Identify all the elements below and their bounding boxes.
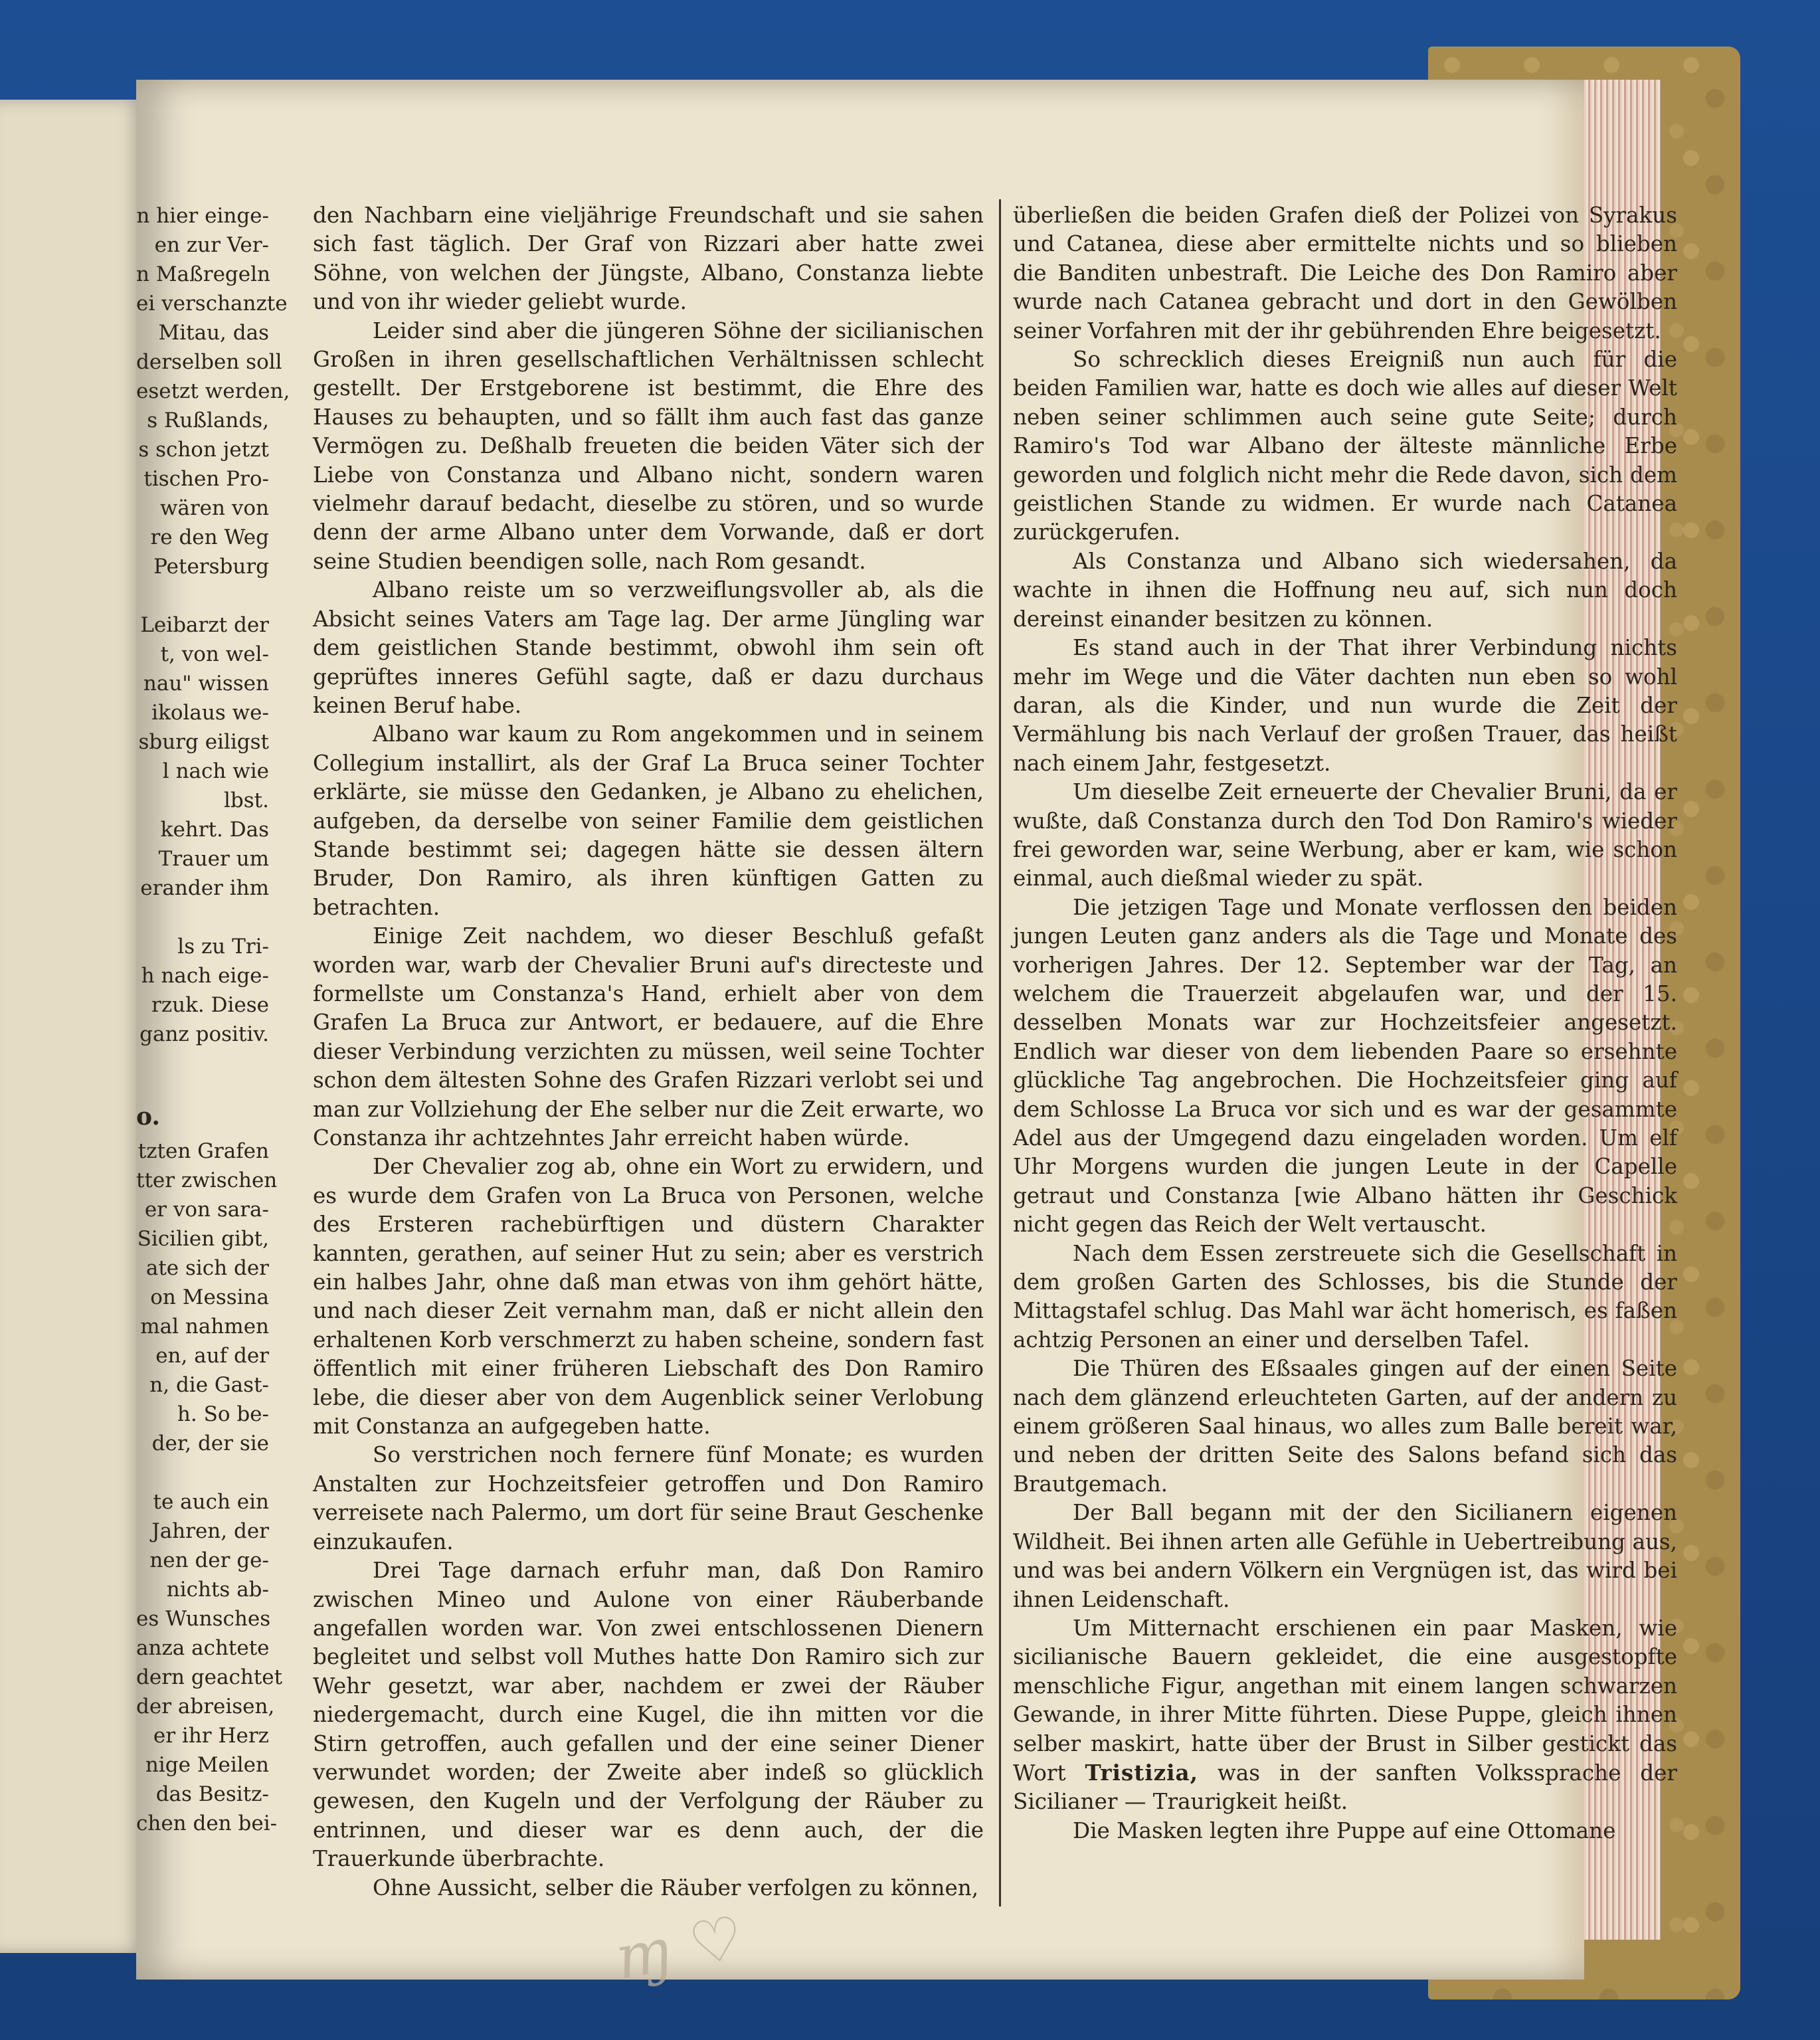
left-fragment-line: er von sara- [144, 1198, 269, 1222]
left-fragment-line: h nach eige- [141, 964, 269, 988]
left-fragment-line: h. So be- [177, 1402, 269, 1426]
left-fragment-line: nau" wissen [143, 672, 269, 695]
paragraph: Nach dem Essen zerstreuete sich die Gesellschaft in dem großen Garten des Schlosses, bis die Stunde der Mittagstafel schlug. Das Mahl war ächt homerisch, es faßen achtzig Personen an einer und derselben Tafel. [1013, 1240, 1677, 1352]
left-fragment-line: tter zwischen [136, 1168, 278, 1192]
left-fragment-line: kehrt. Das [160, 818, 269, 842]
left-page [0, 100, 146, 1953]
paragraph-masks [1013, 1614, 1677, 1817]
left-fragment-line: Petersburg [153, 555, 269, 579]
paragraph: So verstrichen noch fernere fünf Monate; es wurden Anstalten zur Hochzeitsfeier getroffen und Don Ramiro verreisete nach Palermo, um dort für seine Braut Geschenke einzukaufen. [313, 1442, 984, 1554]
left-fragment-line: te auch ein [153, 1490, 269, 1514]
paragraph: Um dieselbe Zeit erneuerte der Chevalier Bruni, da er wußte, daß Constanza durch den Tod Don Ramiro's wieder frei geworden war, seine Werbung, aber er kam, wie schon einmal, auch dießmal wieder zu spät. [1013, 779, 1677, 891]
tristizia-rest: was in der sanften Volkssprache der Sicilianer — Traurigkeit heißt. [1013, 1760, 1677, 1815]
left-fragment-line: ikolaus we- [151, 701, 269, 725]
left-fragment-line: s schon jetzt [138, 438, 269, 462]
paragraph: Die Thüren des Eßsaales gingen auf der einen Seite nach dem glänzend erleuchteten Garten, auf der andern zu einem größeren Saal hinaus, wo alles zum Balle bereit war, und neben der dritten Seite des Salons befand sich das Brautgemach. [1013, 1356, 1677, 1497]
paragraph: Der Ball begann mit der den Sicilianern eigenen Wildheit. Bei ihnen arten alle Gefühle in Uebertreibung aus, und was bei andern Völkern ein Vergnügen ist, das wird bei ihnen Leidenschaft. [1013, 1500, 1677, 1612]
paragraph: Drei Tage darnach erfuhr man, daß Don Ramiro zwischen Mineo und Aulone von einer Räuberbande angefallen worden war. Von zwei entschlossenen Dienern begleitet und selbst voll Muthes hatte Don Ramiro sich zur Wehr gesetzt, war aber, nachdem er zwei der Räuber niedergemacht, durch eine Kugel, die ihn mitten vor die Stirn getroffen, auch gefallen und der eine seiner Diener verwundet worden; der Zweite aber indeß so glücklich gewesen, den Kugeln und der Verfolgung der Räuber zu entrinnen, und dieser war es denn auch, der die Trauerkunde überbrachte. [313, 1558, 984, 1872]
left-fragment-line: sburg eiligst [138, 730, 269, 754]
left-fragment-line [136, 903, 269, 932]
left-fragment-line: t, von wel- [160, 642, 269, 666]
paragraph: So schrecklich dieses Ereigniß nun auch für die beiden Familien war, hatte es doch wie alles auf dieser Welt neben seiner schlimmen auch seine gute Seite; durch Ramiro's Tod war Albano der älteste männliche Erbe geworden und folglich nicht mehr die Rede davon, sich dem geistlichen Stande zu widmen. Er wurde nach Catanea zurückgerufen. [1013, 347, 1677, 545]
paragraph: Albano reiste um so verzweiflungsvoller ab, als die Absicht seines Vaters am Tage lag. Der arme Jüngling war dem geistlichen Stande bestimmt, obwohl ihm sein oft geprüftes inneres Gefühl sagte, daß er dazu durchaus keinen Beruf habe. [313, 577, 984, 718]
left-fragment-line: Sicilien gibt, [137, 1227, 269, 1251]
paragraph: Der Chevalier zog ab, ohne ein Wort zu erwidern, und es wurde dem Grafen von La Bruca von Personen, welche des Ersteren rachebürftigen und düstern Charakter kannten, gerathen, auf seiner Hut zu sein; aber es verstrich ein halbes Jahr, ohne daß man etwas von ihm gehört hätte, und nach dieser Zeit vernahm man, daß er nicht allein den erhaltenen Korb verschmerzt zu haben scheine, sondern fast öffentlich mit einer früheren Liebschaft des Don Ramiro lebe, die dieser aber von dem Augenblick seiner Verlobung mit Constanza an aufgegeben hatte. [313, 1154, 984, 1439]
left-fragment-line: anza achtete [136, 1636, 270, 1660]
left-fragment-line: n Maßregeln [136, 262, 270, 286]
paragraph: überließen die beiden Grafen dieß der Polizei von Syrakus und Catanea, diese aber ermittelte nichts und so blieben die Banditen unbestraft. Die Leiche des Don Ramiro aber wurde nach Catanea gebracht und dort in den Gewölben seiner Vorfahren mit der ihr gebührenden Ehre beigesetzt. [1013, 203, 1677, 343]
masks-text: Um Mitternacht erschienen ein paar Masken, wie sicilianische Bauern gekleidet, die eine ausgestopfte menschliche Figur, angethan mit einem langen schwarzen Gewande, in ihrer Mitte führten. Diese Puppe, gleich ihnen selber maskirt, hatte über der Brust in Silber gestickt das Wort [1013, 1615, 1677, 1786]
left-fragment-line: nichts ab- [166, 1578, 269, 1602]
left-fragment-line: das Besitz- [155, 1782, 269, 1806]
tristizia-word: Tristizia, [1085, 1759, 1198, 1786]
left-fragment-line: ate sich der [145, 1256, 269, 1280]
left-fragment-line: es Wunsches [136, 1607, 271, 1631]
left-fragment-line: lbst. [224, 788, 269, 812]
left-fragment-line: dern geachtet [136, 1665, 283, 1689]
paragraph: Leider sind aber die jüngeren Söhne der sicilianischen Großen in ihren gesellschaftlichen Verhältnissen schlecht gestellt. Der Erstgeborene ist bestimmt, die Ehre des Hauses zu behaupten, und so fällt ihm auch fast das ganze Vermögen zu. Deßhalb freueten die beiden Väter sich der Liebe von Constanza und Albano nicht, sondern waren vielmehr darauf bedacht, dieselbe zu stören, und so wurde denn der arme Albano unter dem Vorwande, daß er dort seine Studien beendigen solle, nach Rom gesandt. [313, 318, 984, 574]
left-fragment-line: en zur Ver- [154, 233, 269, 257]
right-page [136, 80, 1677, 1994]
paragraph: den Nachbarn eine vieljährige Freundschaft und sie sahen sich fast täglich. Der Graf von Rizzari aber hatte zwei Söhne, von welchen der Jüngste, Albano, Constanza liebte und von ihr wieder geliebt wurde. [313, 203, 984, 315]
left-fragment-line [136, 1458, 269, 1487]
paragraph: Die Masken legten ihre Puppe auf eine Ottomane [1073, 1817, 1616, 1843]
left-fragment-line: s Rußlands, [147, 409, 269, 432]
left-fragment-line: er ihr Herz [153, 1724, 269, 1748]
left-fragment-line: tischen Pro- [143, 467, 269, 491]
left-fragment-line: Trauer um [158, 847, 269, 871]
paragraph: Als Constanza und Albano sich wiedersahen, da wachte in ihnen die Hoffnung neu auf, sich nun doch dereinst einander besitzen zu können. [1013, 548, 1677, 632]
left-fragment-line: ls zu Tri- [177, 935, 269, 959]
left-fragment-line: n, die Gast- [149, 1373, 269, 1397]
paragraph: Einige Zeit nachdem, wo dieser Beschluß gefaßt worden war, warb der Chevalier Bruni auf's directeste und formellste um Constanza's Hand, erhielt aber von dem Grafen La Bruca zur Antwort, er bedauere, auf die Ehre dieser Verbindung verzichten zu müssen, weil seine Tochter schon dem ältesten Sohne des Grafen Rizzari verlobt sei und man zur Vollziehung der Ehe selber nur die Zeit erwarte, wo Constanza ihr achtzehntes Jahr erreicht haben würde. [313, 923, 984, 1151]
left-fragment-line: erander ihm [140, 876, 269, 900]
right-column [1013, 201, 1677, 1845]
left-fragment-line: l nach wie [162, 759, 269, 783]
left-fragment-line: n hier einge- [136, 204, 269, 228]
left-fragment-line: derselben soll [136, 350, 282, 374]
left-fragment-line: re den Weg [150, 525, 269, 549]
left-fragment-line [136, 581, 269, 610]
middle-column [313, 201, 984, 1902]
left-fragment-line: wären von [159, 496, 269, 520]
left-column-fragment [136, 201, 290, 1838]
left-fragment-line: tzten Grafen [137, 1139, 269, 1163]
left-fragment-line: en, auf der [155, 1344, 269, 1368]
left-fragment-line: der abreisen, [136, 1695, 275, 1718]
paragraph: Ohne Aussicht, selber die Räuber verfolgen zu können, [373, 1875, 979, 1901]
paragraph: Es stand auch in der That ihrer Verbindung nichts mehr im Wege und die Väter dachten nun eben so wohl daran, als die Kinder, und nun wurde die Zeit der Vermählung bis nach Verlauf der großen Trauer, das heißt nach einem Jahr, festgesetzt. [1013, 635, 1677, 776]
paragraph: Die jetzigen Tage und Monate verflossen den beiden jungen Leuten ganz anders als die Tage und Monate des vorherigen Jahres. Der 12. September war der Tag, an welchem die Trauerzeit abgelaufen war, und der 15. desselben Monats war zur Hochzeitsfeier angesetzt. Endlich war dieser von dem liebenden Paare so ersehnte glückliche Tag angebrochen. Die Hochzeitsfeier ging auf dem Schlosse La Bruca vor sich und es war der gesammte Adel aus der Umgegend dazu eingeladen worden. Um elf Uhr Morgens wurden die jungen Leute in der Capelle getraut und Constanza [wie Albano hätten ihr Geschick nicht gegen das Reich der Welt vertauscht. [1013, 894, 1677, 1238]
left-fragment-line: rzuk. Diese [151, 993, 269, 1017]
left-page-marker: o. [136, 1103, 160, 1131]
left-fragment-line [136, 1049, 269, 1078]
left-fragment-line: Jahren, der [151, 1519, 269, 1543]
column-rule [999, 199, 1001, 1906]
left-fragment-line: der, der sie [151, 1432, 269, 1455]
left-fragment-line: chen den bei- [136, 1811, 278, 1835]
left-fragment-line: Leibarzt der [140, 613, 269, 637]
left-fragment-line: mal nahmen [140, 1315, 269, 1339]
left-fragment-line: ganz positiv. [139, 1022, 269, 1046]
paragraph: Albano war kaum zu Rom angekommen und in seinem Collegium installirt, als der Graf La Bruca seiner Tochter erklärte, sie müsse den Gedanken, je Albano zu ehelichen, aufgeben, da derselbe von seiner Familie dem geistlichen Stande bestimmt sei; dagegen hätte sie dessen ältern Bruder, Don Ramiro, als ihren künftigen Gatten zu betrachten. [313, 721, 984, 920]
left-fragment-line: nige Meilen [145, 1753, 269, 1777]
left-fragment-line: on Messina [150, 1285, 269, 1309]
pencil-scribble: ɱ ♡ [609, 1902, 749, 1994]
left-fragment-line: nen der ge- [149, 1548, 269, 1572]
left-fragment-line: Mitau, das [158, 321, 269, 345]
left-fragment-line: ei verschanzte [136, 292, 288, 316]
left-fragment-line: esetzt werden, [136, 379, 290, 403]
